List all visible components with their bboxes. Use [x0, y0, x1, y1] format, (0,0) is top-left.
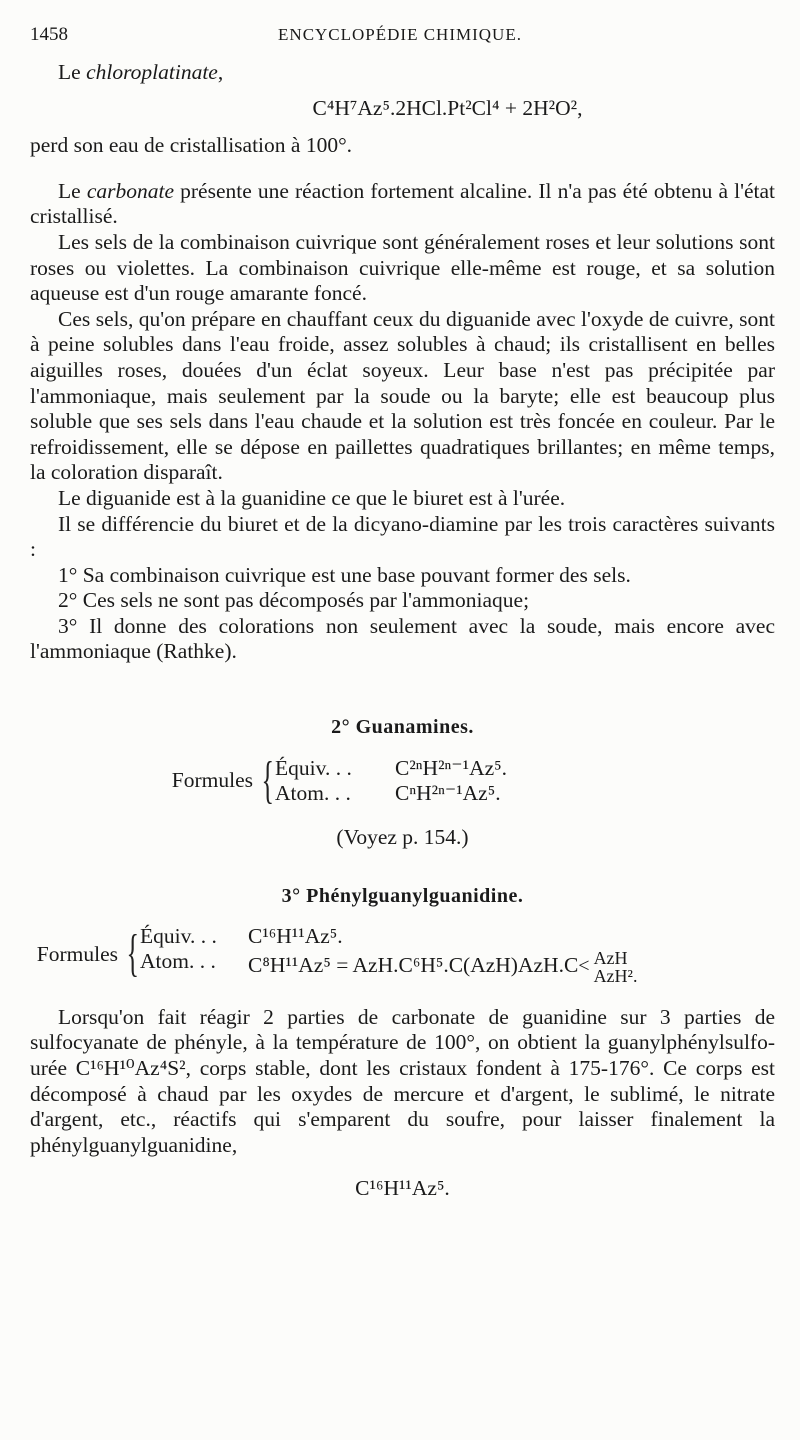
paragraph: perd son eau de cristallisation à 100°. — [30, 133, 353, 158]
atom-value — [248, 949, 637, 985]
brace-icon: { — [261, 751, 274, 809]
p2-italic-term: carbonate — [86, 178, 174, 203]
page-number: 1458 — [30, 24, 68, 45]
formules-label: Formules — [171, 767, 253, 792]
brace-icon: { — [126, 925, 139, 983]
fork-top: AzH — [593, 947, 628, 968]
equiv-row — [140, 924, 637, 949]
list-item: 3° Il donne des colorations non seulement avec la soude, mais encore avec l'ammoniaque (Rathke). — [30, 613, 775, 664]
atom-value: CⁿH²ⁿ⁻¹Az⁵. — [395, 780, 501, 805]
intro-suffix: , — [217, 60, 224, 84]
final-formula: C¹⁶H¹¹Az⁵. — [355, 1176, 450, 1201]
p2-text: présente une réaction fortement alcaline. Il n'a pas été obtenu à l'état cristallisé. — [30, 178, 776, 229]
atom-label: Atom. . . — [140, 948, 216, 973]
atom-row — [140, 949, 637, 985]
list-item: 1° Sa combinaison cuivrique est une base pouvant former des sels. — [58, 562, 631, 587]
formula-block-phenylguanylguanidine — [30, 924, 775, 985]
fork-branches — [594, 949, 638, 985]
paragraph — [30, 179, 775, 230]
list-item: 2° Ces sels ne sont pas décomposés par l'ammoniaque; — [58, 588, 530, 613]
equiv-value: C²ⁿH²ⁿ⁻¹Az⁵. — [395, 755, 508, 780]
intro-line — [30, 60, 775, 86]
intro-italic-term: chloroplatinate — [86, 60, 218, 84]
equiv-label: Équiv. . . — [140, 923, 217, 948]
see-reference: (Voyez p. 154.) — [336, 824, 469, 849]
atom-row — [275, 781, 507, 806]
formula-rows — [140, 924, 637, 985]
section-heading-phenylguanylguanidine: 3° Phénylguanylguanidine. — [281, 885, 524, 908]
formula-rows — [275, 756, 507, 806]
equiv-value: C¹⁶H¹¹Az⁵. — [248, 923, 343, 948]
equiv-row — [275, 756, 507, 781]
paragraph: Le diguanide est à la guanidine ce que le biuret est à l'urée. — [58, 485, 566, 510]
fork-bottom: AzH². — [593, 965, 638, 986]
atom-formula: C⁸H¹¹Az⁵ = AzH.C⁶H⁵.C(AzH)AzH.C — [248, 952, 579, 977]
equiv-label: Équiv. . . — [275, 755, 352, 780]
p2-prefix: Le — [58, 178, 81, 203]
fork-icon: < — [578, 954, 590, 977]
running-title: ENCYCLOPÉDIE CHIMIQUE. — [278, 25, 522, 44]
paragraph: Il se différencie du biuret et de la dicyano-diamine par les trois caractères suivants : — [30, 511, 775, 562]
paragraph: Les sels de la combinaison cuivrique sont généralement roses et leur solutions sont roses ou violettes. La combinaison cuivrique elle-même est rouge, et sa solution aqueuse est d'un rouge amarante foncé. — [30, 229, 775, 306]
formula-block-guanamines — [30, 751, 775, 809]
chloroplatinate-formula: C⁴H⁷Az⁵.2HCl.Pt²Cl⁴ + 2H²O², — [312, 95, 583, 120]
intro-prefix: Le — [58, 60, 81, 84]
paragraph: Lorsqu'on fait réagir 2 parties de carbonate de guanidine sur 3 parties de sulfocyanate de phényle, à la température de 100°, on obtient la guanylphénylsulfo-urée C¹⁶H¹⁰Az⁴S², corps stable, dont les cristaux fondent à 175-176°. Ce corps est décomposé à chaud par les oxydes de mercure et d'argent, le sublimé, le nitrate d'argent, etc., réactifs qui s'emparent du soufre, pour laisser finalement la phénylguanylguanidine, — [30, 1004, 775, 1157]
formules-label: Formules — [36, 941, 118, 966]
paragraph: Ces sels, qu'on prépare en chauffant ceux du diguanide avec l'oxyde de cuivre, sont à peine solubles dans l'eau froide, assez solubles à chaud; ils cristallisent en belles aiguilles roses, douées d'un éclat soyeux. Leur base n'est pas précipitée par l'ammoniaque, mais seulement par la soude ou la baryte; elle est beaucoup plus soluble que ses sels dans l'eau chaude et la solution est très foncée en couleur. Par le refroidissement, elle se dépose en paillettes quadratiques brillantes; en même temps, la coloration disparaît. — [30, 306, 775, 485]
running-header — [30, 24, 770, 48]
page-body — [30, 60, 775, 1202]
atom-label: Atom. . . — [275, 780, 351, 805]
section-heading-guanamines: 2° Guanamines. — [331, 716, 474, 739]
